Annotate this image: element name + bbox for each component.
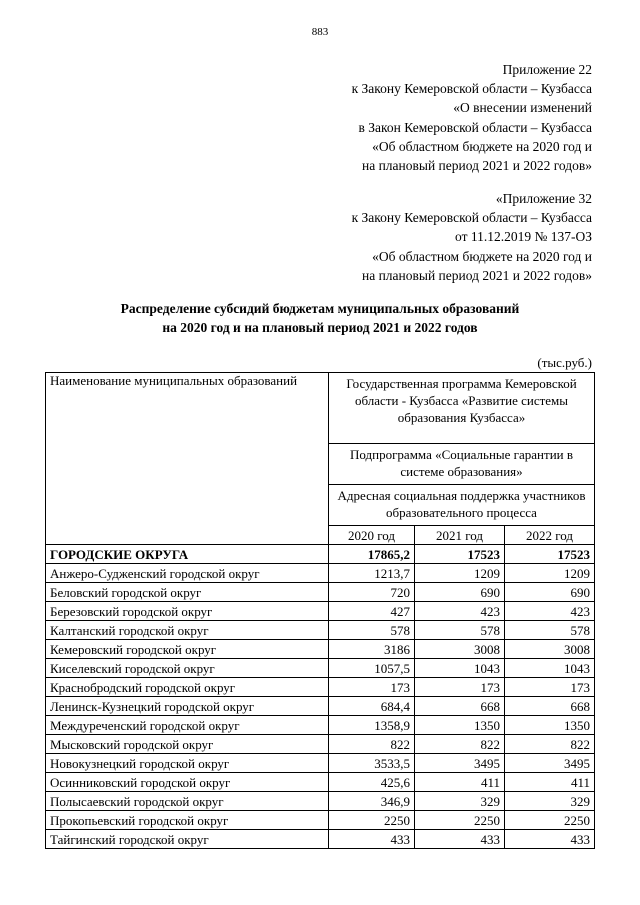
value-2022: 578 <box>505 621 595 640</box>
value-2021: 3495 <box>415 754 505 773</box>
table-row <box>46 811 595 830</box>
header-subprogram: Подпрограмма «Социальные гарантии в системе образования» <box>329 444 595 485</box>
value-2020: 3186 <box>329 640 415 659</box>
value-2021: 668 <box>415 697 505 716</box>
header-year-2021: 2021 год <box>415 526 505 545</box>
value-2020: 1358,9 <box>329 716 415 735</box>
value-2020: 433 <box>329 830 415 849</box>
value-2021: 411 <box>415 773 505 792</box>
value-2020: 1057,5 <box>329 659 415 678</box>
row-name: Новокузнецкий городской округ <box>46 754 329 773</box>
annex-32-line: «Об областном бюджете на 2020 год и <box>372 248 592 264</box>
table-row <box>46 602 595 621</box>
table-row <box>46 678 595 697</box>
value-2022: 690 <box>505 583 595 602</box>
value-2021: 173 <box>415 678 505 697</box>
header-program: Государственная программа Кемеровской области - Кузбасса «Развитие системы образования Кузбасса» <box>329 373 595 444</box>
table-row <box>46 640 595 659</box>
value-2020: 427 <box>329 602 415 621</box>
annex-22-line: Приложение 22 <box>502 62 592 77</box>
row-name: Березовский городской округ <box>46 602 329 621</box>
header-year-2020: 2020 год <box>329 526 415 545</box>
annex-22-line: в Закон Кемеровской области – Кузбасса <box>358 119 592 135</box>
value-2022: 822 <box>505 735 595 754</box>
value-2021: 3008 <box>415 640 505 659</box>
row-name: ГОРОДСКИЕ ОКРУГА <box>46 545 329 564</box>
table-row <box>46 697 595 716</box>
value-2022: 668 <box>505 697 595 716</box>
value-2022: 1350 <box>505 716 595 735</box>
row-name: Калтанский городской округ <box>46 621 329 640</box>
page-number: 883 <box>311 26 329 38</box>
table-row <box>46 621 595 640</box>
value-2021: 423 <box>415 602 505 621</box>
annex-32-line: «Приложение 32 <box>495 191 592 206</box>
row-name: Ленинск-Кузнецкий городской округ <box>46 697 329 716</box>
annex-22-line: «О внесении изменений <box>453 100 592 116</box>
value-2020: 1213,7 <box>329 564 415 583</box>
table-row <box>46 773 595 792</box>
row-name: Осинниковский городской округ <box>46 773 329 792</box>
value-2020: 17865,2 <box>329 545 415 564</box>
header-name: Наименование муниципальных образований <box>46 373 329 545</box>
table-row <box>46 583 595 602</box>
value-2020: 578 <box>329 621 415 640</box>
title-line-2: на 2020 год и на плановый период 2021 и 2022 годов <box>162 320 478 335</box>
row-name: Мысковский городской округ <box>46 735 329 754</box>
value-2020: 346,9 <box>329 792 415 811</box>
row-name: Прокопьевский городской округ <box>46 811 329 830</box>
row-name: Полысаевский городской округ <box>46 792 329 811</box>
row-name: Кемеровский городской округ <box>46 640 329 659</box>
value-2020: 2250 <box>329 811 415 830</box>
annex-22-header <box>352 60 592 175</box>
value-2021: 329 <box>415 792 505 811</box>
table-row <box>46 716 595 735</box>
value-2020: 173 <box>329 678 415 697</box>
unit-label: (тыс.руб.) <box>537 355 592 370</box>
header-measure: Адресная социальная поддержка участников образовательного процесса <box>329 485 595 526</box>
value-2020: 3533,5 <box>329 754 415 773</box>
annex-22-line: к Закону Кемеровской области – Кузбасса <box>351 81 592 97</box>
value-2020: 684,4 <box>329 697 415 716</box>
value-2022: 1043 <box>505 659 595 678</box>
value-2022: 329 <box>505 792 595 811</box>
value-2022: 433 <box>505 830 595 849</box>
value-2022: 17523 <box>505 545 595 564</box>
title-line-1: Распределение субсидий бюджетам муниципальных образований <box>120 301 520 316</box>
value-2022: 411 <box>505 773 595 792</box>
header-year-2022: 2022 год <box>505 526 595 545</box>
table-row <box>46 659 595 678</box>
value-2021: 578 <box>415 621 505 640</box>
value-2021: 1209 <box>415 564 505 583</box>
table-row <box>46 564 595 583</box>
annex-32-line: от 11.12.2019 № 137-ОЗ <box>455 229 592 245</box>
value-2020: 822 <box>329 735 415 754</box>
annex-32-line: на плановый период 2021 и 2022 годов» <box>361 267 592 283</box>
value-2021: 1043 <box>415 659 505 678</box>
value-2022: 3008 <box>505 640 595 659</box>
row-name: Краснобродский городской округ <box>46 678 329 697</box>
value-2022: 2250 <box>505 811 595 830</box>
value-2022: 3495 <box>505 754 595 773</box>
subsidy-table <box>45 372 595 849</box>
value-2020: 425,6 <box>329 773 415 792</box>
row-name: Беловский городской округ <box>46 583 329 602</box>
value-2022: 1209 <box>505 564 595 583</box>
row-name: Киселевский городской округ <box>46 659 329 678</box>
annex-32-line: к Закону Кемеровской области – Кузбасса <box>351 210 592 226</box>
row-name: Тайгинский городской округ <box>46 830 329 849</box>
table-row <box>46 735 595 754</box>
value-2022: 423 <box>505 602 595 621</box>
value-2021: 822 <box>415 735 505 754</box>
document-title <box>0 299 640 337</box>
value-2021: 433 <box>415 830 505 849</box>
table-row <box>46 754 595 773</box>
annex-22-line: на плановый период 2021 и 2022 годов» <box>361 158 592 174</box>
annex-22-line: «Об областном бюджете на 2020 год и <box>372 138 592 154</box>
value-2021: 1350 <box>415 716 505 735</box>
value-2021: 2250 <box>415 811 505 830</box>
value-2020: 720 <box>329 583 415 602</box>
row-name: Междуреченский городской округ <box>46 716 329 735</box>
table-row <box>46 830 595 849</box>
annex-32-header <box>352 189 592 285</box>
table-row <box>46 792 595 811</box>
total-row <box>46 545 595 564</box>
value-2021: 690 <box>415 583 505 602</box>
value-2021: 17523 <box>415 545 505 564</box>
value-2022: 173 <box>505 678 595 697</box>
row-name: Анжеро-Судженский городской округ <box>46 564 329 583</box>
